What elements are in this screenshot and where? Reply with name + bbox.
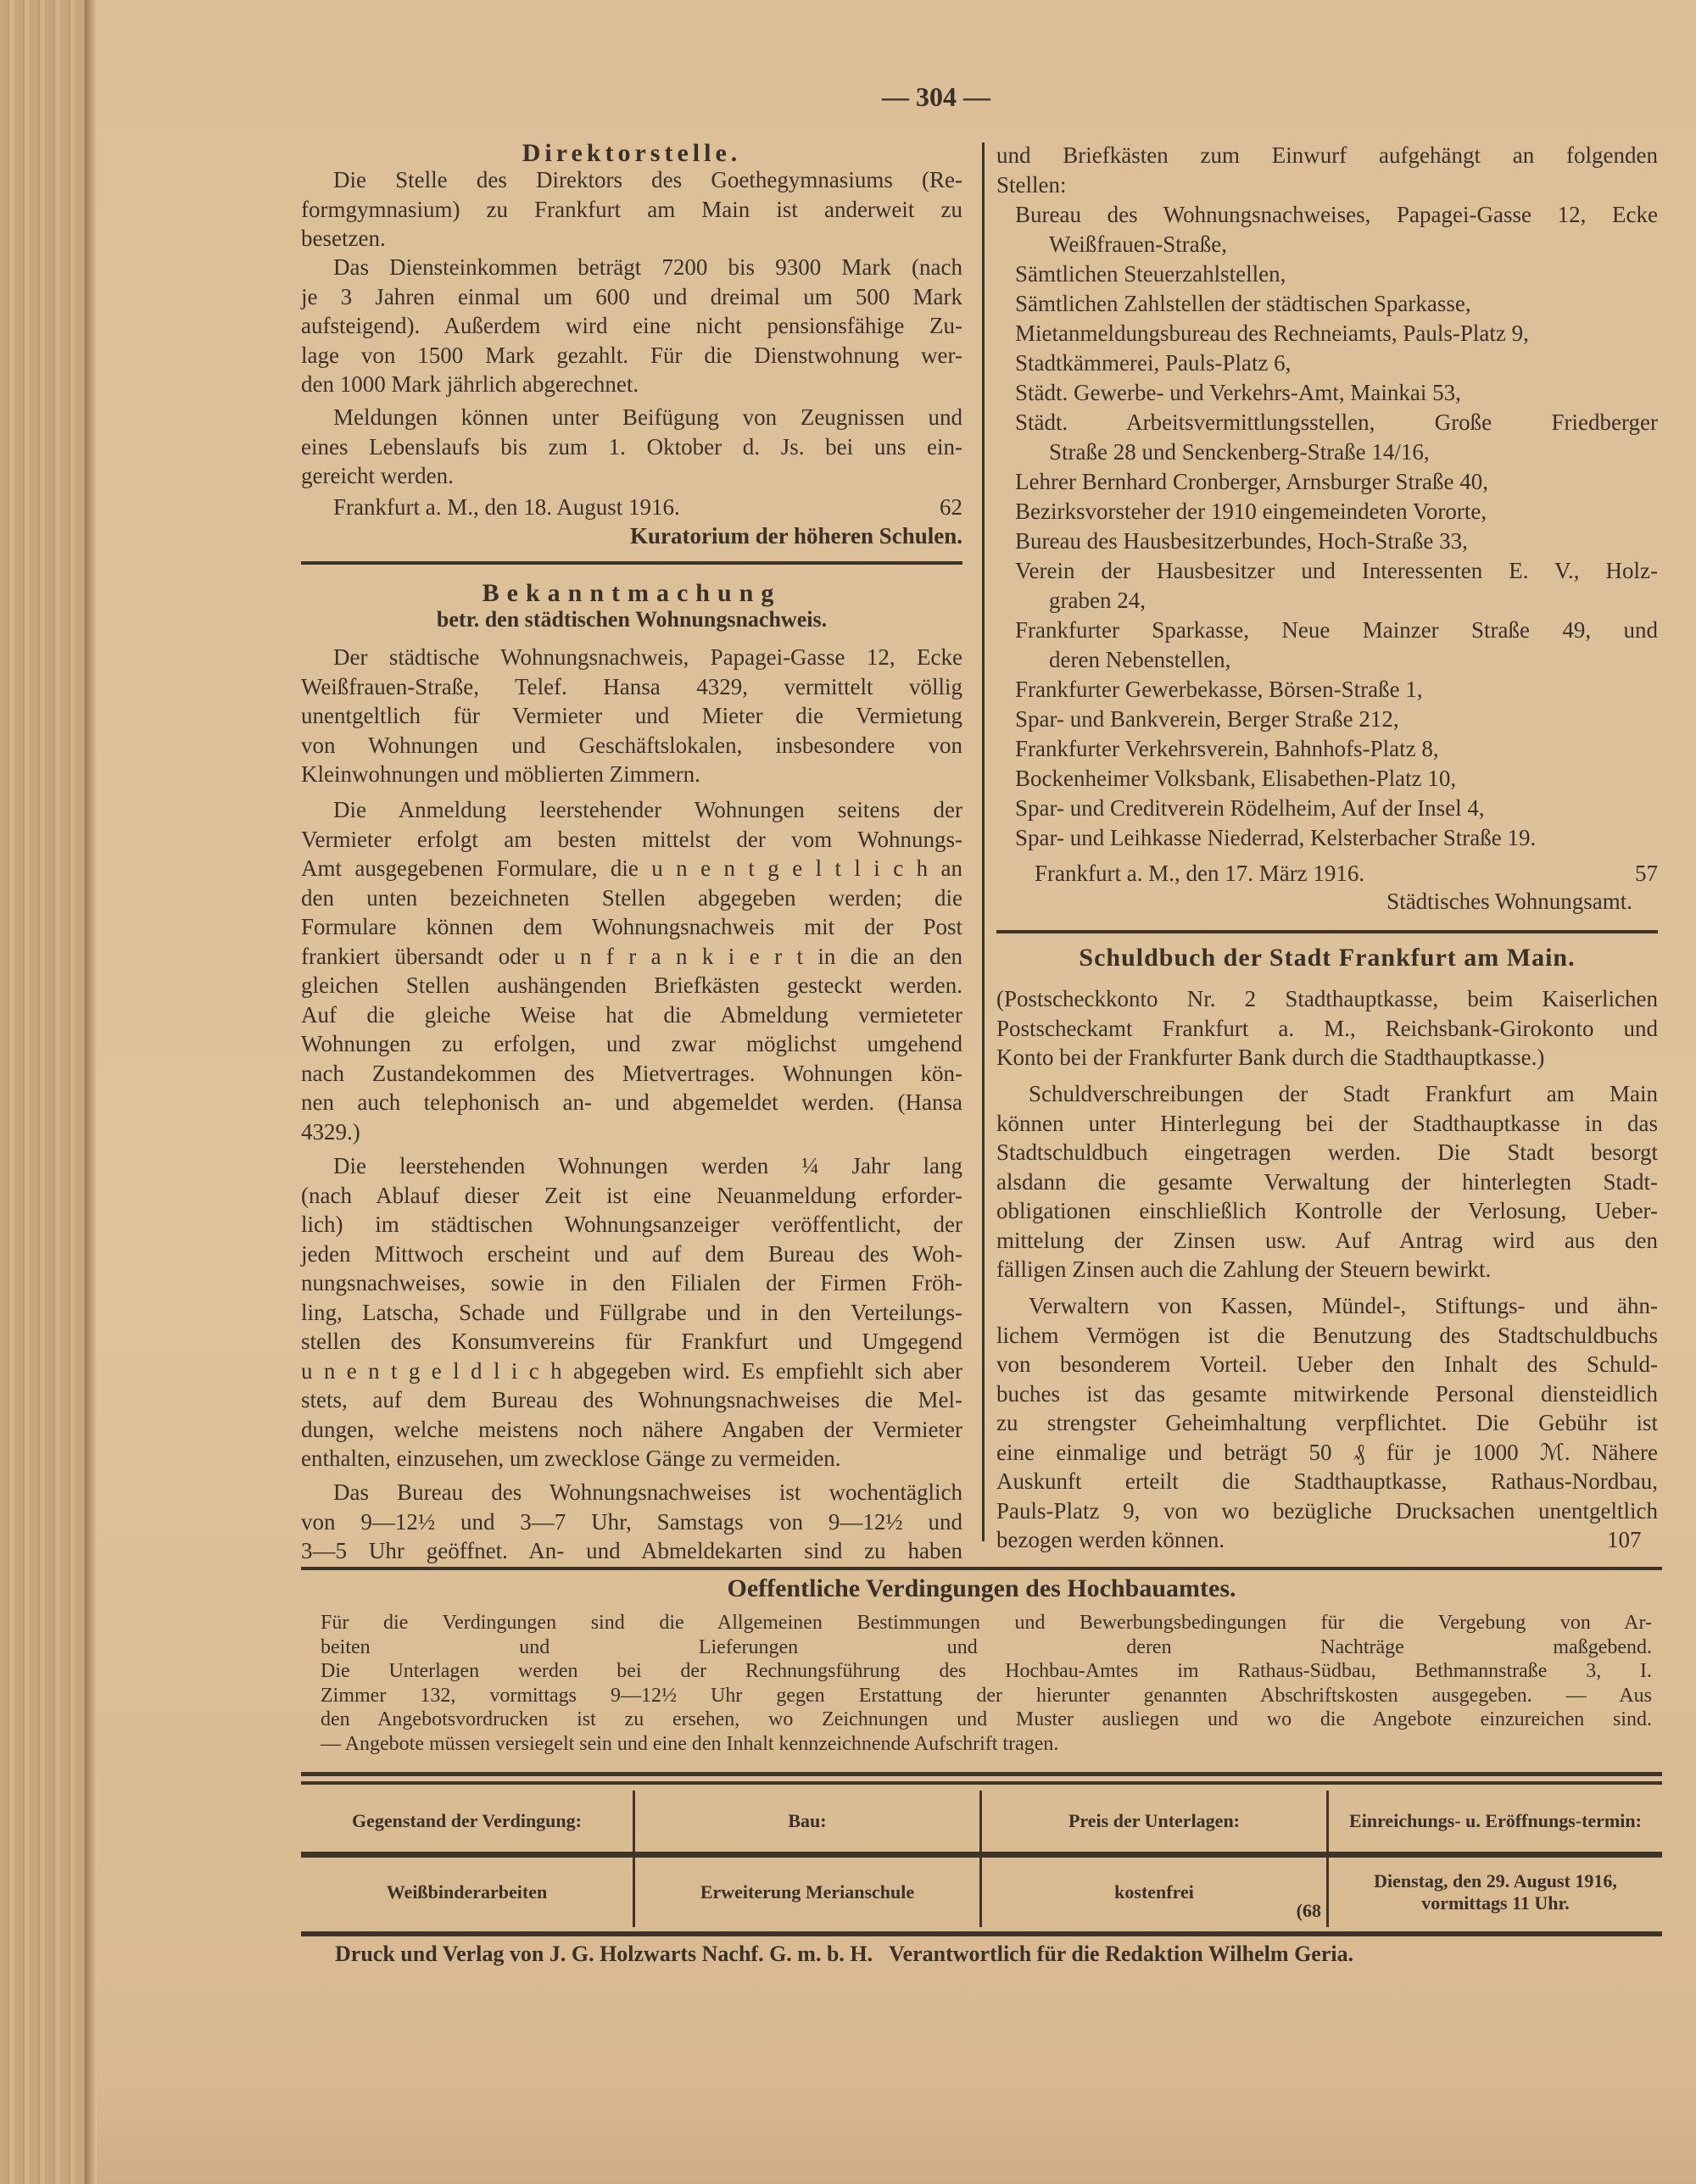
signer: Städtisches Wohnungsamt.	[1386, 889, 1632, 914]
double-rule-bottom	[301, 1781, 1662, 1785]
text-line: eine einmalige und beträgt 50 ₰ für je 1000 ℳ. Nähere	[996, 1439, 1658, 1465]
place-date: Frankfurt a. M., den 17. März 1916.	[1035, 861, 1365, 886]
heading-bekanntmachung: Bekanntmachung	[482, 579, 782, 607]
text-line: von Wohnungen und Geschäftslokalen, insbesondere von	[301, 732, 962, 758]
section-rule	[301, 561, 962, 565]
list-item	[996, 823, 1658, 853]
cell	[981, 1855, 1328, 1928]
text-line: nen auch telephonisch an- und abgemeldet werden. (Hansa	[301, 1089, 962, 1115]
text-line: Weißfrauen-Straße,	[1049, 231, 1227, 257]
paragraph	[301, 1478, 962, 1566]
text-line: fälligen Zinsen auch die Zahlung der Steuern bewirkt.	[996, 1256, 1492, 1282]
collection-points-list	[996, 200, 1658, 853]
list-item	[996, 734, 1658, 764]
section-rule	[996, 930, 1658, 933]
text-line: Der städtische Wohnungsnachweis, Papagei-Gasse 12, Ecke	[333, 644, 962, 670]
text-line: Stadtschuldbuch eingetragen werden. Die Stadt besorgt	[996, 1139, 1658, 1165]
text-line: aufsteigend). Außerdem wird eine nicht pensionsfähige Zu-	[301, 313, 962, 338]
text-line: enthalten, einzusehen, um zwecklose Gänge zu vermeiden.	[301, 1446, 841, 1471]
text-line: je 3 Jahren einmal um 600 und dreimal um 500 Mark	[301, 283, 962, 309]
paragraph-continued	[996, 141, 1658, 199]
text-line: beiten und Lieferungen und deren Nachträge maßgebend.	[321, 1635, 1652, 1658]
header-cell: Bau:	[634, 1791, 981, 1855]
text-line: Frankfurter Gewerbekasse, Börsen-Straße 1,	[1015, 677, 1423, 702]
text-line: gereicht werden.	[301, 463, 454, 488]
text-line: Wohnungen zu erfolgen, und zwar möglichst umgehend	[301, 1031, 962, 1056]
paragraph	[301, 165, 962, 254]
list-item	[996, 289, 1658, 319]
text-line: Bockenheimer Volksbank, Elisabethen-Platz 10,	[1015, 766, 1457, 791]
notice-number: 62	[940, 494, 962, 520]
table-row	[301, 1855, 1662, 1928]
table-bottom-rule	[301, 1931, 1662, 1936]
text-line: Städt. Arbeitsvermittlungsstellen, Große Friedberger	[1015, 410, 1658, 435]
text-line: Die Stelle des Direktors des Goethegymnasiums (Re-	[333, 167, 962, 192]
text-line: Meldungen können unter Beifügung von Zeugnissen und	[333, 404, 962, 430]
list-item	[996, 497, 1658, 526]
text-line: Lehrer Bernhard Cronberger, Arnsburger Straße 40,	[1015, 469, 1488, 494]
text-line: Die leerstehenden Wohnungen werden ¼ Jahr lang	[333, 1153, 962, 1178]
list-item	[996, 675, 1658, 705]
text-line: (Postscheckkonto Nr. 2 Stadthauptkasse, beim Kaiserlichen	[996, 986, 1658, 1011]
paragraph	[301, 403, 962, 491]
place-date: Frankfurt a. M., den 18. August 1916.	[333, 494, 680, 520]
text-line: (nach Ablauf dieser Zeit ist eine Neuanmeldung erforder-	[301, 1182, 962, 1208]
list-item	[996, 556, 1658, 616]
list-item	[996, 378, 1658, 408]
heading-hochbau: Oeffentliche Verdingungen des Hochbauamtes.	[727, 1574, 1236, 1602]
text-line: Konto bei der Frankfurter Bank durch die Stadthauptkasse.)	[996, 1045, 1545, 1070]
row-number: (68	[1296, 1900, 1321, 1921]
header-cell: Gegenstand der Verdingung:	[301, 1791, 634, 1855]
text-line: Bureau des Wohnungsnachweises, Papagei-Gasse 12, Ecke	[1015, 202, 1658, 227]
cell: Weißbinderarbeiten	[386, 1881, 548, 1903]
page-edge-shadow	[85, 0, 97, 2184]
text-line: Spar- und Bankverein, Berger Straße 212,	[1015, 706, 1399, 732]
list-item	[996, 408, 1658, 467]
text-line: Weißfrauen-Straße, Telef. Hansa 4329, vermittelt völlig	[301, 673, 962, 699]
text-line: den 1000 Mark jährlich abgerechnet.	[301, 371, 639, 397]
imprint-footer: Druck und Verlag von J. G. Holzwarts Nachf. G. m. b. H. Verantwortlich für die Redaktion Wilhelm Geria.	[335, 1942, 1354, 1966]
text-line: deren Nebenstellen,	[1049, 647, 1231, 672]
text-line: Sämtlichen Zahlstellen der städtischen Sparkasse,	[1015, 291, 1471, 316]
text-line: gleichen Stellen aushängenden Briefkästen gesteckt werden.	[301, 972, 962, 998]
text-line: Auskunft erteilt die Stadthauptkasse, Rathaus-Nordbau,	[996, 1468, 1658, 1494]
heading-direktorstelle: Direktorstelle.	[522, 139, 742, 167]
text-line: buches ist das gesamte mitwirkende Personal diensteidlich	[996, 1380, 1658, 1407]
list-item	[996, 764, 1658, 794]
text-line: dungen, welche meistens noch nähere Angaben der Vermieter	[301, 1416, 962, 1442]
text-line: zu strengster Geheimhaltung verpflichtet. Die Gebühr ist	[996, 1410, 1658, 1435]
text-line: Die Anmeldung leerstehender Wohnungen seitens der	[333, 797, 962, 822]
text-line: Kleinwohnungen und möblierten Zimmern.	[301, 761, 700, 787]
list-item	[996, 319, 1658, 348]
paragraph	[321, 1611, 1652, 1757]
tender-table	[301, 1791, 1662, 1927]
text-line: Für die Verdingungen sind die Allgemeinen Bestimmungen und Bewerbungsbedingungen für die Vergebung von Ar-	[321, 1612, 1652, 1634]
text-line: Formulare können dem Wohnungsnachweis mit der Post	[301, 914, 962, 939]
notice-number: 57	[1635, 861, 1658, 886]
text-line: lichem Vermögen ist die Benutzung des Stadtschuldbuchs	[996, 1322, 1658, 1348]
heading-schuldbuch: Schuldbuch der Stadt Frankfurt am Main.	[1079, 944, 1576, 972]
text-line: Spar- und Creditverein Rödelheim, Auf der Insel 4,	[1015, 795, 1485, 821]
signature-line	[996, 859, 1658, 889]
text-line: 3—5 Uhr geöffnet. An- und Abmeldekarten sind zu haben	[301, 1538, 962, 1563]
text-line: eines Lebenslaufs bis zum 1. Oktober d. Js. bei uns ein-	[301, 433, 962, 460]
stacked-page-edges	[0, 0, 89, 2184]
text-line: können unter Hinterlegung bei der Stadthauptkasse in das	[996, 1110, 1658, 1136]
text-line: Verein der Hausbesitzer und Interessenten E. V., Holz-	[1015, 558, 1658, 583]
list-item	[996, 467, 1658, 497]
text-line: Frankfurter Sparkasse, Neue Mainzer Straße 49, und	[1015, 617, 1658, 643]
text-line: Die Unterlagen werden bei der Rechnungsführung des Hochbau-Amtes im Rathaus-Südbau, Bethmannstraße 3, I.	[321, 1660, 1652, 1683]
text-line: Frankfurter Verkehrsverein, Bahnhofs-Platz 8,	[1015, 736, 1439, 761]
signature-line	[301, 493, 962, 522]
list-item	[996, 348, 1658, 378]
text-line: alsdann die gesamte Verwaltung der hinterlegten Stadt-	[996, 1168, 1658, 1195]
text-line: Auf die gleiche Weise hat die Abmeldung vermieteter	[301, 1001, 962, 1028]
text-line: Mietanmeldungsbureau des Rechneiamts, Pauls-Platz 9,	[1015, 320, 1529, 346]
text-line: nach Zustandekommen des Mietvertrages. Wohnungen kön-	[301, 1060, 962, 1086]
text-line: bezogen werden können.	[996, 1527, 1225, 1552]
text-line: jeden Mittwoch erscheint und auf dem Bureau des Woh-	[301, 1240, 962, 1267]
text-line: Das Bureau des Wohnungsnachweises ist wochentäglich	[333, 1479, 962, 1505]
text-line: — Angebote müssen versiegelt sein und eine den Inhalt kennzeichnende Aufschrift tragen.	[321, 1732, 1059, 1755]
paragraph	[996, 1291, 1658, 1555]
page-number: — 304 —	[882, 81, 990, 112]
header-cell: Preis der Unterlagen:	[981, 1791, 1328, 1855]
text-line: frankiert übersandt oder u n f r a n k i e r t in die an den	[301, 943, 962, 969]
paragraph	[301, 253, 962, 399]
cell: Erweiterung Merianschule	[634, 1855, 981, 1928]
text-line: mittelung der Zinsen usw. Auf Antrag wird aus den	[996, 1227, 1658, 1253]
list-item	[996, 526, 1658, 556]
text-line: lich) im städtischen Wohnungsanzeiger veröffentlicht, der	[301, 1212, 962, 1237]
subheading: betr. den städtischen Wohnungsnachweis.	[436, 607, 828, 632]
text-line: graben 24,	[1049, 588, 1146, 613]
list-item	[996, 794, 1658, 823]
cell-text: kostenfrei	[1114, 1881, 1194, 1903]
text-line: formgymnasium) zu Frankfurt am Main ist anderweit zu	[301, 196, 962, 222]
text-line: Sämtlichen Steuerzahlstellen,	[1015, 261, 1286, 287]
paragraph	[996, 984, 1658, 1072]
text-line: Das Diensteinkommen beträgt 7200 bis 9300 Mark (nach	[333, 254, 962, 280]
text-line: Städt. Gewerbe- und Verkehrs-Amt, Mainkai 53,	[1015, 380, 1461, 405]
text-line: Pauls-Platz 9, von wo bezügliche Drucksachen unentgeltlich	[996, 1497, 1658, 1524]
text-line: den Angebotsvordrucken ist zu ersehen, wo Zeichnungen und Muster ausliegen und wo die Angebote einzureichen sind.	[321, 1708, 1652, 1731]
text-line: von 9—12½ und 3—7 Uhr, Samstags von 9—12½ und	[301, 1508, 962, 1535]
text-line: Stellen:	[996, 171, 1067, 198]
text-line: lage von 1500 Mark gezahlt. Für die Dienstwohnung wer-	[301, 342, 962, 368]
text-line: nungsnachweises, sowie in den Filialen der Firmen Fröh-	[301, 1270, 962, 1295]
text-line: Bureau des Hausbesitzerbundes, Hoch-Straße 33,	[1015, 528, 1468, 554]
notice-number: 107	[1607, 1527, 1642, 1552]
text-line: Stadtkämmerei, Pauls-Platz 6,	[1015, 350, 1292, 376]
paragraph	[996, 1079, 1658, 1284]
list-item	[996, 705, 1658, 734]
table-header-row	[301, 1791, 1662, 1855]
text-line: Straße 28 und Senckenberg-Straße 14/16,	[1049, 439, 1430, 465]
text-line: Bezirksvorsteher der 1910 eingemeindeten Vororte,	[1015, 499, 1487, 524]
text-line: u n e n t g e l d l i c h abgegeben wird. Es empfiehlt sich aber	[301, 1357, 962, 1384]
signer: Kuratorium der höheren Schulen.	[629, 523, 962, 549]
double-rule-top	[301, 1772, 1662, 1776]
text-line: Vermieter erfolgt am besten mittelst der vom Wohnungs-	[301, 826, 962, 852]
list-item	[996, 200, 1658, 259]
text-line: Spar- und Leihkasse Niederrad, Kelsterbacher Straße 19.	[1015, 825, 1537, 850]
text-line: von besonderem Vorteil. Ueber den Inhalt des Schuld-	[996, 1351, 1658, 1377]
column-divider	[982, 142, 985, 1541]
text-line: Postscheckamt Frankfurt a. M., Reichsbank-Girokonto und	[996, 1015, 1658, 1041]
text-line: besetzen.	[301, 226, 386, 251]
text-line: Schuldverschreibungen der Stadt Frankfurt am Main	[1029, 1081, 1658, 1106]
text-line: Verwaltern von Kassen, Mündel-, Stiftungs- und ähn-	[1029, 1293, 1658, 1318]
paragraph	[301, 795, 962, 1146]
text-line: stellen des Konsumvereins für Frankfurt und Umgegend	[301, 1329, 962, 1354]
text-line: Amt ausgegebenen Formulare, die u n e n t g e l t l i c h an	[301, 855, 962, 881]
text-line: unentgeltlich für Vermieter und Mieter die Vermietung	[301, 703, 962, 728]
text-line: den unten bezeichneten Stellen abgegeben werden; die	[301, 884, 962, 911]
text-line: Zimmer 132, vormittags 9—12½ Uhr gegen Erstattung der hierunter genannten Abschriftskosten ausgegeben. — Aus	[321, 1684, 1652, 1707]
text-line: obligationen einschließlich Kontrolle der Verlosung, Ueber-	[996, 1198, 1658, 1223]
paragraph	[301, 643, 962, 789]
paragraph	[301, 1151, 962, 1474]
header-cell: Einreichungs- u. Eröffnungs-termin:	[1328, 1791, 1663, 1855]
list-item	[996, 259, 1658, 289]
section-rule	[301, 1567, 1662, 1570]
text-line: 4329.)	[301, 1118, 360, 1145]
list-item	[996, 616, 1658, 675]
text-line: ling, Latscha, Schade und Füllgrabe und in den Verteilungs-	[301, 1299, 962, 1325]
text-line: stets, auf dem Bureau des Wohnungsnachweises die Mel-	[301, 1387, 962, 1412]
text-line: und Briefkästen zum Einwurf aufgehängt an folgenden	[996, 142, 1658, 168]
cell: Dienstag, den 29. August 1916, vormittags 11 Uhr.	[1328, 1855, 1663, 1928]
